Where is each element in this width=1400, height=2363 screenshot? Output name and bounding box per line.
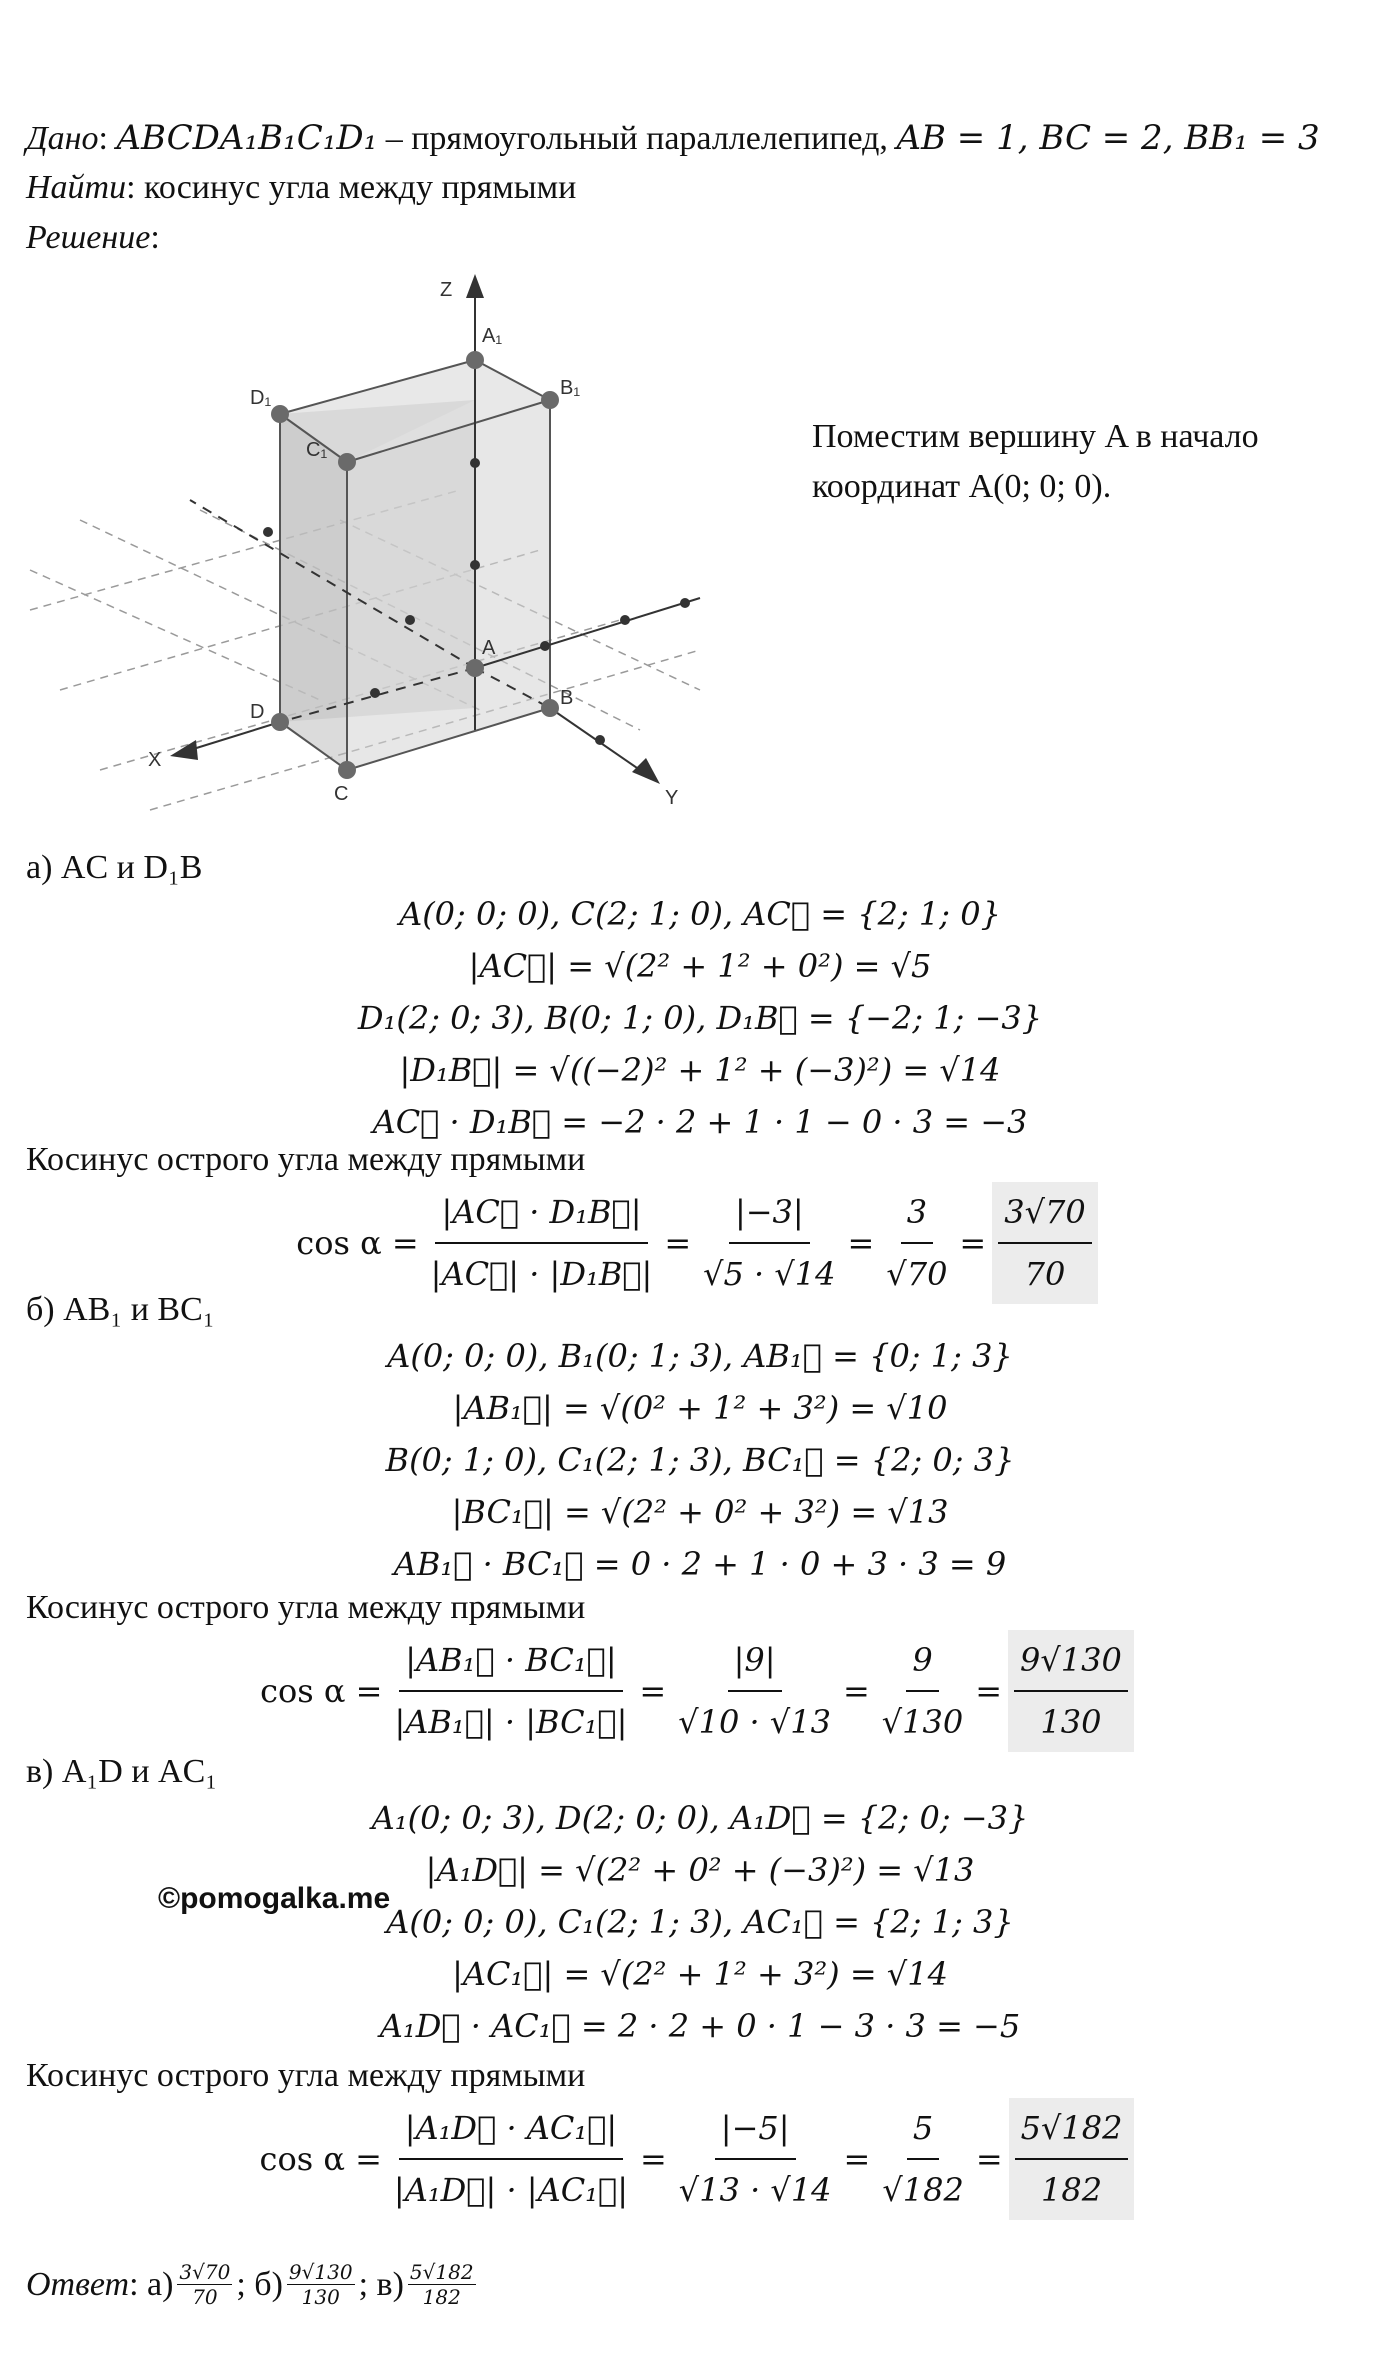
result-fraction: $\frac{3√70}{70}$ [992, 1182, 1097, 1304]
find-label: Найти [26, 169, 127, 206]
cos-lhs: cos α = [296, 1224, 419, 1262]
part-c-line-2: |A₁D⃗| = √(2² + 0² + (−3)²) = √13 [425, 1851, 975, 1889]
note-line-1: Поместим вершину A в начало [812, 418, 1259, 455]
fraction: $\frac{\text{|A₁D⃗ · AC₁⃗|}}{\text{|A₁D⃗| · |AC₁⃗|}}$ [388, 2102, 634, 2216]
fraction: $\frac{|-5|}{√13 \cdot √14}$ [673, 2102, 838, 2216]
given-figure: ABCDA₁B₁C₁D₁ [116, 118, 378, 158]
fraction: $\frac{9}{√130}$ [876, 1634, 969, 1748]
part-b-lines [0, 1330, 1400, 1590]
given-conditions: AB = 1, BC = 2, BB₁ = 3 [896, 118, 1320, 158]
front-shading [347, 400, 550, 770]
part-a-line-4: |D₁B⃗| = √((−2)² + 1² + (−3)²) = √14 [399, 1051, 1001, 1089]
part-a-cos-label: Косинус острого угла между прямыми [26, 1141, 586, 1178]
part-a-line-3: D₁(2; 0; 3), B(0; 1; 0), D₁B⃗ = {−2; 1; −3} [357, 999, 1043, 1037]
y-arrow-icon [632, 758, 660, 784]
label-d: D [250, 701, 265, 723]
part-c-heading: в) A₁D и AC₁ [26, 1753, 218, 1790]
part-b-line-5: AB₁⃗ · BC₁⃗ = 0 · 2 + 1 · 0 + 3 · 3 = 9 [393, 1545, 1007, 1583]
label-c: C [334, 783, 349, 805]
part-c-lines [0, 1792, 1400, 2052]
part-a-line-2: |AC⃗| = √(2² + 1² + 0²) = √5 [468, 947, 932, 985]
label-c1: C₁ [306, 439, 328, 461]
cos-lhs: cos α = [259, 2140, 382, 2178]
z-axis-label: Z [440, 279, 453, 301]
label-b1: B₁ [560, 377, 581, 399]
y-axis-label: Y [665, 787, 679, 809]
label-a1: A₁ [482, 325, 503, 347]
label-a: A [482, 637, 496, 659]
part-a-line-5: AC⃗ · D₁B⃗ = −2 · 2 + 1 · 1 − 0 · 3 = −3 [372, 1103, 1028, 1141]
z-arrow-icon [466, 274, 484, 298]
answer-b-prefix: ; б) [236, 2265, 283, 2303]
answer-label: Ответ [26, 2265, 130, 2303]
label-b: B [560, 687, 574, 709]
fraction: $\frac{|9|}{√10 \cdot √13}$ [672, 1634, 837, 1748]
part-a-heading: а) AC и D₁B [26, 849, 203, 886]
find-text: : косинус угла между прямыми [126, 169, 577, 206]
part-b-cos-formula: cos α = $\frac{\text{|AB₁⃗ · BC₁⃗|}}{\text{|AB₁⃗| · |BC₁⃗|}}$ = $\frac{|9|}{√10 \cdot √13}$ = $\frac{9}{√130}$ = $\frac{9√130}{130}$ [0, 1630, 1400, 1752]
solution-colon: : [150, 219, 160, 256]
result-fraction: $\frac{5√182}{182}$ [1009, 2098, 1135, 2220]
fraction: $\frac{\text{|AC⃗ · D₁B⃗|}}{\text{|AC⃗| · |D₁B⃗|}}$ [425, 1186, 659, 1300]
given-line: Дано: ABCDA₁B₁C₁D₁ – прямоугольный параллелепипед, AB = 1, BC = 2, BB₁ = 3 [26, 118, 1320, 158]
part-c-line-5: A₁D⃗ · AC₁⃗ = 2 · 2 + 0 · 1 − 3 · 3 = −5 [379, 2007, 1021, 2045]
part-a-cos-formula: cos α = $\frac{\text{|AC⃗ · D₁B⃗|}}{\text{|AC⃗| · |D₁B⃗|}}$ = $\frac{|-3|}{√5 \cdot √14}$ = $\frac{3}{√70}$ = $\frac{3√70}{70}$ [0, 1182, 1400, 1304]
watermark: ©pomogalka.me [158, 1882, 391, 1915]
part-b-line-2: |AB₁⃗| = √(0² + 1² + 3²) = √10 [452, 1389, 948, 1427]
part-c-cos-label: Косинус острого угла между прямыми [26, 2057, 586, 2094]
solution-line [26, 218, 160, 258]
fraction: $\frac{|-3|}{√5 \cdot √14}$ [697, 1186, 841, 1300]
solution-label: Решение [26, 219, 151, 256]
fraction: $\frac{5}{√182}$ [876, 2102, 969, 2216]
note [812, 412, 1259, 512]
part-b-heading: б) AB₁ и BC₁ [26, 1291, 215, 1328]
answer-c-fraction: 5√182 182 [409, 2260, 474, 2309]
part-c-line-3: A(0; 0; 0), C₁(2; 1; 3), AC₁⃗ = {2; 1; 3} [386, 1903, 1014, 1941]
part-b-line-3: B(0; 1; 0), C₁(2; 1; 3), BC₁⃗ = {2; 0; 3} [385, 1441, 1015, 1479]
x-axis-label: X [148, 749, 162, 771]
part-b-line-1: A(0; 0; 0), B₁(0; 1; 3), AB₁⃗ = {0; 1; 3} [387, 1337, 1013, 1375]
part-b-cos-label: Косинус острого угла между прямыми [26, 1589, 586, 1626]
find-line [26, 168, 576, 208]
parallelepiped-figure [20, 270, 720, 830]
part-c-line-1: A₁(0; 0; 3), D(2; 0; 0), A₁D⃗ = {2; 0; −3} [371, 1799, 1029, 1837]
part-a-line-1: A(0; 0; 0), C(2; 1; 0), AC⃗ = {2; 1; 0} [399, 895, 1001, 933]
answer-a-prefix: : а) [129, 2265, 174, 2303]
answer-line [26, 2260, 480, 2309]
label-d1: D₁ [250, 387, 272, 409]
answer-c-prefix: ; в) [358, 2265, 404, 2303]
fraction: $\frac{\text{|AB₁⃗ · BC₁⃗|}}{\text{|AB₁⃗| · |BC₁⃗|}}$ [388, 1634, 633, 1748]
x-arrow-icon [170, 740, 198, 760]
given-text: – прямоугольный параллелепипед, [377, 120, 897, 157]
part-c-line-4: |AC₁⃗| = √(2² + 1² + 3²) = √14 [452, 1955, 948, 1993]
note-line-2: координат A(0; 0; 0). [812, 468, 1112, 505]
fraction: $\frac{3}{√70}$ [880, 1186, 953, 1300]
answer-b-fraction: 9√130 130 [288, 2260, 353, 2309]
given-label: Дано [26, 120, 99, 157]
cos-lhs: cos α = [260, 1672, 383, 1710]
part-b-line-4: |BC₁⃗| = √(2² + 0² + 3²) = √13 [451, 1493, 949, 1531]
part-a-lines [0, 888, 1400, 1148]
result-fraction: $\frac{9√130}{130}$ [1008, 1630, 1134, 1752]
part-c-cos-formula: cos α = $\frac{\text{|A₁D⃗ · AC₁⃗|}}{\text{|A₁D⃗| · |AC₁⃗|}}$ = $\frac{|-5|}{√13 \cdot √14}$ = $\frac{5}{√182}$ = $\frac{5√182}{182}$ [0, 2098, 1400, 2220]
answer-a-fraction: 3√70 70 [179, 2260, 231, 2309]
